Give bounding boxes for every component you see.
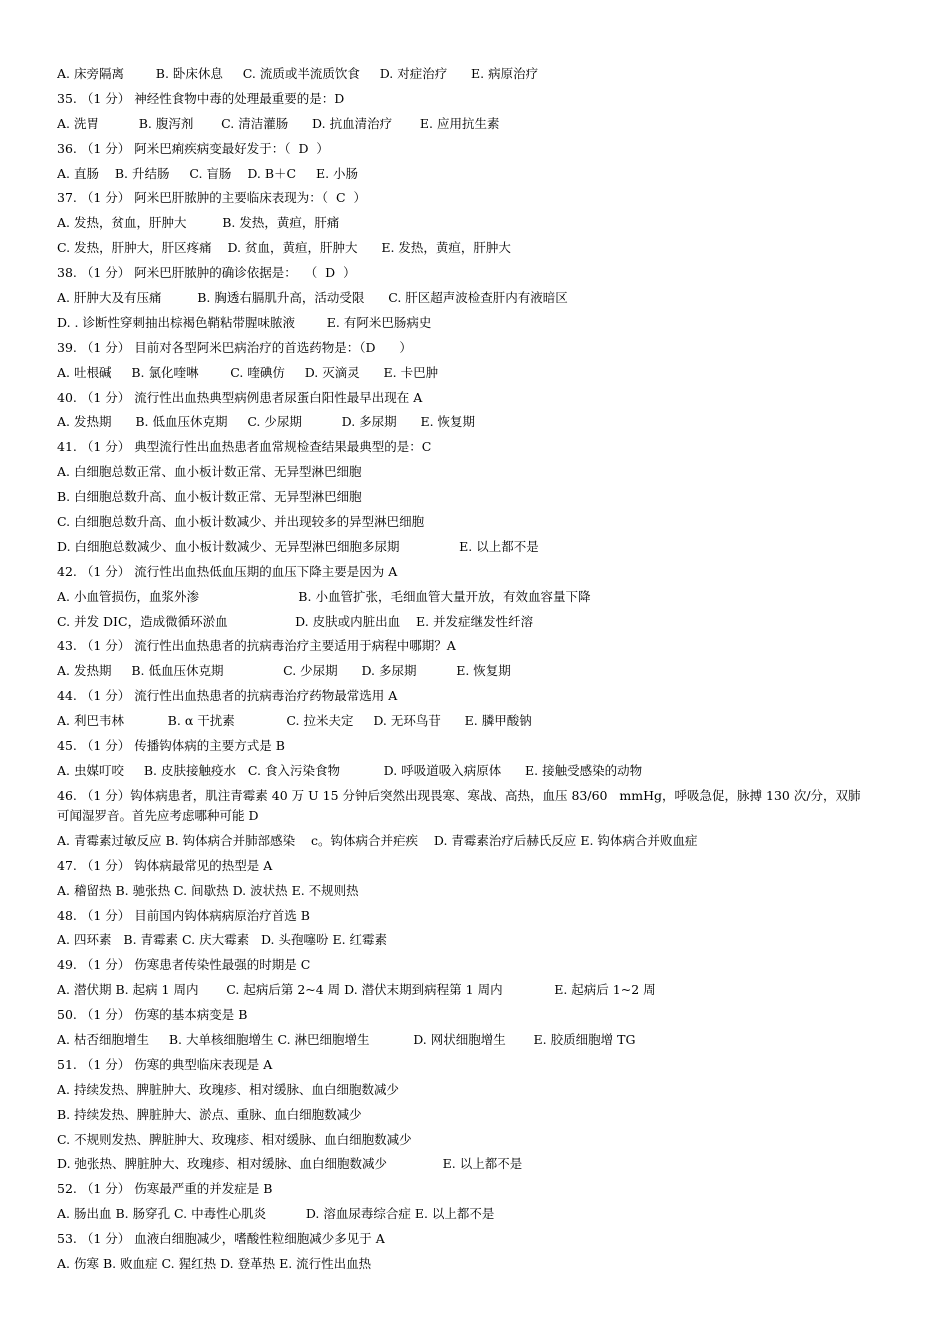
- text-line: A. 持续发热、脾脏肿大、玫瑰疹、相对缓脉、血白细胞数减少: [57, 1081, 399, 1097]
- text-line: A. 肝肿大及有压痛 B. 胸透右膈肌升高，活动受限 C. 肝区超声波检查肝内有液暗区: [57, 290, 568, 306]
- text-line: 49. （1 分） 伤寒患者传染性最强的时期是 C: [57, 957, 311, 973]
- text-line: C. 并发 DIC，造成微循环淤血 D. 皮肤或内脏出血 E. 并发症继发性纤溶: [57, 613, 534, 629]
- text-line: A. 小血管损伤，血浆外渗 B. 小血管扩张，毛细血管大量开放，有效血容量下降: [57, 588, 591, 604]
- text-line: A. 直肠 B. 升结肠 C. 盲肠 D. B＋C E. 小肠: [57, 165, 359, 181]
- text-line: B. 持续发热、脾脏肿大、淤点、重脉、血白细胞数减少: [57, 1106, 362, 1122]
- text-line: A. 发热期 B. 低血压休克期 C. 少尿期 D. 多尿期 E. 恢复期: [57, 663, 511, 679]
- text-line: A. 洗胃 B. 腹泻剂 C. 清洁灌肠 D. 抗血清治疗 E. 应用抗生素: [57, 115, 500, 131]
- text-line: A. 发热期 B. 低血压休克期 C. 少尿期 D. 多尿期 E. 恢复期: [57, 414, 476, 430]
- text-line: A. 青霉素过敏反应 B. 钩体病合并肺部感染 c。钩体病合并疟疾 D. 青霉素治疗后赫氏反应 E. 钩体病合并败血症: [57, 832, 698, 848]
- text-line: A. 肠出血 B. 肠穿孔 C. 中毒性心肌炎 D. 溶血尿毒综合症 E. 以上都不是: [57, 1206, 495, 1222]
- text-line: C. 白细胞总数升高、血小板计数减少、并出现较多的异型淋巴细胞: [57, 514, 425, 530]
- text-line: A. 虫媒叮咬 B. 皮肤接触疫水 C. 食入污染食物 D. 呼吸道吸入病原体 E. 接触受感染的动物: [57, 762, 643, 778]
- text-line: A. 白细胞总数正常、血小板计数正常、无异型淋巴细胞: [57, 464, 362, 480]
- text-line: 47. （1 分） 钩体病最常见的热型是 A: [57, 857, 273, 873]
- text-line: A. 发热，贫血，肝肿大 B. 发热，黄疸，肝痛: [57, 215, 340, 231]
- text-line: 45. （1 分） 传播钩体病的主要方式是 B: [57, 738, 285, 754]
- text-line: A. 枯否细胞增生 B. 大单核细胞增生 C. 淋巴细胞增生 D. 网状细胞增生 E. 胶质细胞增 TG: [57, 1031, 636, 1047]
- text-line: B. 白细胞总数升高、血小板计数正常、无异型淋巴细胞: [57, 489, 362, 505]
- text-line: 39. （1 分） 目前对各型阿米巴病治疗的首选药物是：（D ）: [57, 339, 412, 355]
- text-line: C. 发热，肝肿大，肝区疼痛 D. 贫血，黄疸，肝肿大 E. 发热，黄疸，肝肿大: [57, 240, 511, 256]
- text-line: 41. （1 分） 典型流行性出血热患者血常规检查结果最典型的是：C: [57, 439, 432, 455]
- question-46: [57, 786, 910, 826]
- text-line: A. 四环素 B. 青霉素 C. 庆大霉素 D. 头孢噻吩 E. 红霉素: [57, 932, 388, 948]
- text-line: A. 伤寒 B. 败血症 C. 猩红热 D. 登革热 E. 流行性出血热: [57, 1255, 372, 1271]
- text-line: 40. （1 分） 流行性出血热典型病例患者尿蛋白阳性最早出现在 A: [57, 389, 423, 405]
- text-line: 48. （1 分） 目前国内钩体病病原治疗首选 B: [57, 907, 310, 923]
- text-line: A. 床旁隔离 B. 卧床休息 C. 流质或半流质饮食 D. 对症治疗 E. 病原治疗: [57, 66, 539, 81]
- text-line: 35. （1 分） 神经性食物中毒的处理最重要的是：D: [57, 90, 345, 106]
- text-line: 51. （1 分） 伤寒的典型临床表现是 A: [57, 1056, 273, 1072]
- text-line: D. 白细胞总数减少、血小板计数减少、无异型淋巴细胞多尿期 E. 以上都不是: [57, 538, 539, 554]
- text-line: 37. （1 分） 阿米巴肝脓肿的主要临床表现为：（ C ）: [57, 190, 366, 206]
- text-line: 38. （1 分） 阿米巴肝脓肿的确诊依据是： （ D ）: [57, 265, 356, 281]
- text-line: D. . 诊断性穿刺抽出棕褐色鞘粘带腥味脓液 E. 有阿米巴肠病史: [57, 314, 432, 330]
- question-block-46-53: [57, 829, 910, 1277]
- text-line: A. 吐根碱 B. 氯化喹啉 C. 喹碘仿 D. 灭滴灵 E. 卡巴肿: [57, 364, 439, 380]
- text-line: 53. （1 分） 血液白细胞减少，嗜酸性粒细胞减少多见于 A: [57, 1231, 385, 1247]
- text-line: A. 利巴韦林 B. α 干扰素 C. 拉米夫定 D. 无环鸟苷 E. 膦甲酸钠: [57, 713, 532, 729]
- text-line: 52. （1 分） 伤寒最严重的并发症是 B: [57, 1181, 273, 1197]
- text-line: A. 潜伏期 B. 起病 1 周内 C. 起病后第 2~4 周 D. 潜伏末期到病程第 1 周内 E. 起病后 1~2 周: [57, 982, 656, 998]
- text-line: 50. （1 分） 伤寒的基本病变是 B: [57, 1007, 248, 1023]
- text-line: 36. （1 分） 阿米巴痢疾病变最好发于：（ D ）: [57, 140, 329, 156]
- text-line: A. 稽留热 B. 驰张热 C. 间歇热 D. 波状热 E. 不规则热: [57, 882, 359, 898]
- text-line: D. 弛张热、脾脏肿大、玫瑰疹、相对缓脉、血白细胞数减少 E. 以上都不是: [57, 1156, 523, 1172]
- question-46-line-2: 可闻湿罗音。首先应考虑哪种可能 D: [57, 807, 259, 823]
- text-line: 44. （1 分） 流行性出血热患者的抗病毒治疗药物最常选用 A: [57, 688, 398, 704]
- question-block-34-45: [57, 62, 910, 784]
- text-line: C. 不规则发热、脾脏肿大、玫瑰疹、相对缓脉、血白细胞数减少: [57, 1131, 412, 1147]
- text-line: 43. （1 分） 流行性出血热患者的抗病毒治疗主要适用于病程中哪期？A: [57, 638, 456, 654]
- text-line: 42. （1 分） 流行性出血热低血压期的血压下降主要是因为 A: [57, 563, 398, 579]
- question-46-line-1: 46. （1 分）钩体病患者，肌注青霉素 40 万 U 15 分钟后突然出现畏寒、寒战、高热，血压 83/60 mmHg，呼吸急促，脉搏 130 次/分，双肺: [57, 787, 861, 803]
